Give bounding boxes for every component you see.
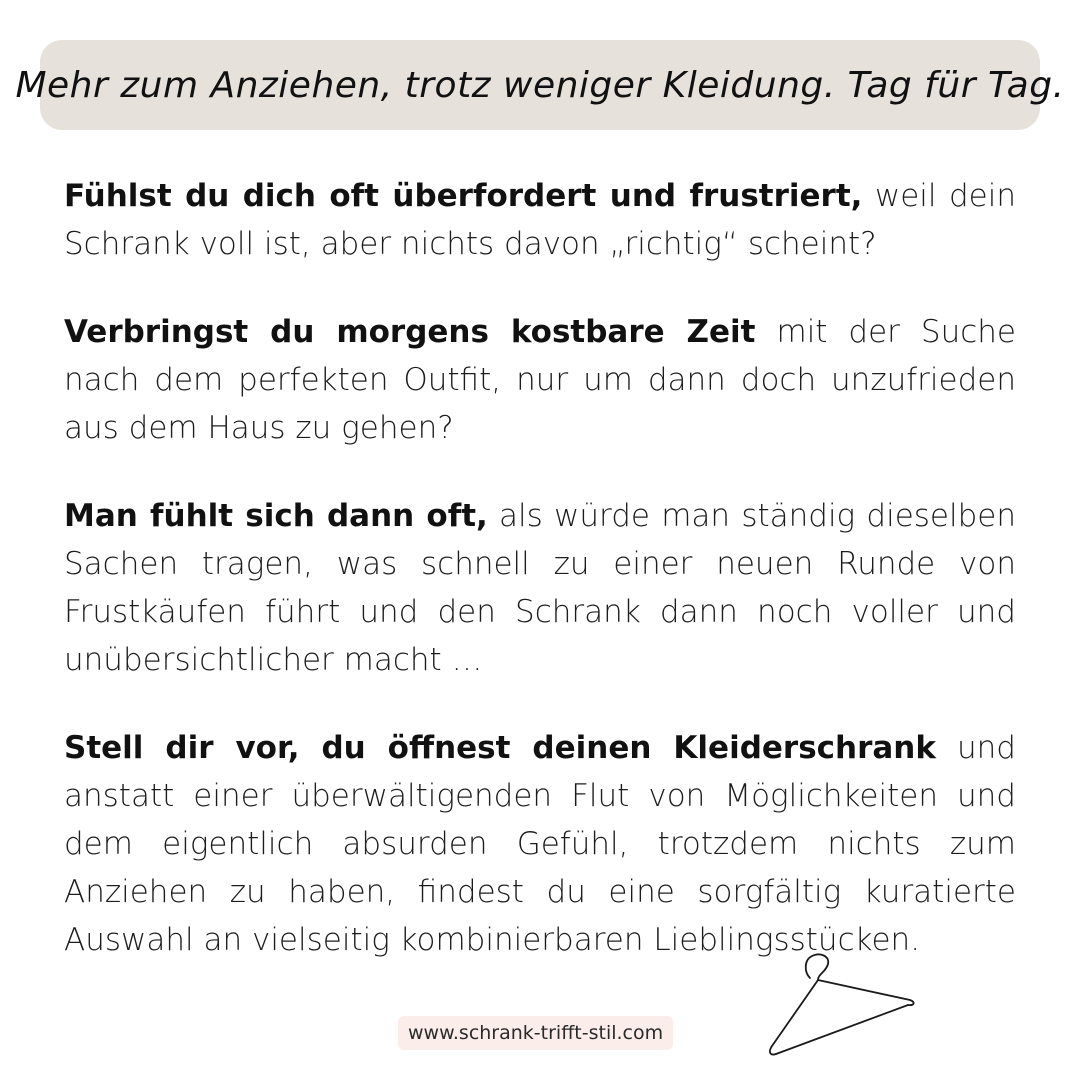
paragraph-2-bold: Verbringst du morgens kostbare Zeit — [64, 314, 756, 350]
page-title: Mehr zum Anziehen, trotz weniger Kleidung. Tag für Tag. — [15, 64, 1065, 106]
paragraph-3-text: als würde man ständig dieselben Sachen tragen, was schnell zu einer neuen Runde von Frustkäufen führt und den Schrank dann noch voller und unübersichtlicher macht … — [64, 498, 1017, 678]
paragraph-4-bold: Stell dir vor, du öffnest deinen Kleiderschrank — [64, 730, 936, 766]
paragraph-1 — [64, 172, 1016, 268]
paragraph-3-bold: Man fühlt sich dann oft, — [64, 498, 488, 534]
paragraph-1-bold: Fühlst du dich oft überfordert und frustriert, — [64, 178, 863, 214]
paragraph-4-text: und anstatt einer überwältigenden Flut von Möglichkeiten und dem eigentlich absurden Gefühl, trotzdem nichts zum Anziehen zu haben, findest du eine sorgfältig kuratierte Auswahl an vielseitig kombinierbaren Lieblingsstücken. — [64, 730, 1016, 958]
title-banner — [15, 40, 1065, 130]
hanger-icon — [760, 950, 920, 1062]
website-link[interactable]: www.schrank-trifft-stil.com — [398, 1016, 673, 1050]
paragraph-2-text: mit der Suche nach dem perfekten Outfit, nur um dann doch unzufrieden aus dem Haus zu gehen? — [64, 314, 1016, 446]
paragraph-4 — [64, 724, 1016, 964]
paragraph-3 — [64, 492, 1016, 684]
paragraph-1-text: weil dein Schrank voll ist, aber nichts davon „richtig“ scheint? — [64, 178, 1017, 262]
body-text — [64, 172, 1016, 1004]
paragraph-2 — [64, 308, 1016, 452]
